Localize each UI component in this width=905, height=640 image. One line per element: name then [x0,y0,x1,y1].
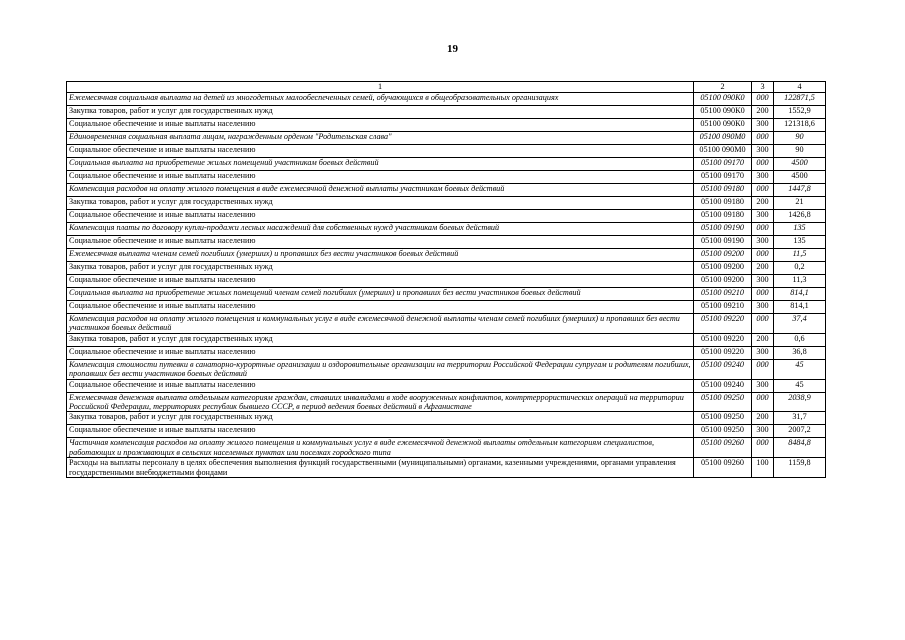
row-expense-type: 000 [752,223,774,236]
row-amount: 2038,9 [774,392,826,412]
row-amount: 90 [774,145,826,158]
row-expense-type: 000 [752,93,774,106]
table-row [67,333,826,346]
row-name: Социальное обеспечение и иные выплаты населению [67,275,694,288]
row-expense-type: 200 [752,106,774,119]
table-row [67,236,826,249]
row-expense-type: 100 [752,458,774,478]
row-name: Частичная компенсация расходов на оплату жилого помещения и коммунальных услуг в виде ежемесячной денежной выплаты отдельным категориям специалистов, работающих и проживающих в сельских населенных пунктах или поселках городского типа [67,438,694,458]
row-expense-type: 000 [752,184,774,197]
table-row [67,106,826,119]
header-col-2: 2 [694,82,752,93]
row-code: 05100 09260 [694,458,752,478]
row-name: Закупка товаров, работ и услуг для государственных нужд [67,106,694,119]
table-row [67,458,826,478]
row-name: Компенсация стоимости путевки в санаторно-курортные организации и оздоровительные организации на территории Российской Федерации супругам и родителям погибших, пропавших без вести участников боевых действий [67,359,694,379]
row-expense-type: 300 [752,119,774,132]
row-amount: 122871,5 [774,93,826,106]
row-code: 05100 09200 [694,275,752,288]
row-expense-type: 000 [752,249,774,262]
table-row [67,359,826,379]
row-name: Социальное обеспечение и иные выплаты населению [67,171,694,184]
row-code: 05100 09170 [694,158,752,171]
row-name: Социальное обеспечение и иные выплаты населению [67,119,694,132]
row-amount: 0,2 [774,262,826,275]
row-code: 05100 09220 [694,346,752,359]
row-name: Ежемесячная денежная выплата отдельным категориям граждан, ставших инвалидами в ходе вооруженных конфликтов, контртеррористических операций на территории Российской Федерации, территориях республик бывшего СССР, в период ведения боевых действий в Афганистане [67,392,694,412]
row-code: 05100 09190 [694,236,752,249]
row-code: 05100 09260 [694,438,752,458]
row-expense-type: 300 [752,236,774,249]
row-name: Социальное обеспечение и иные выплаты населению [67,301,694,314]
row-code: 05100 09220 [694,314,752,334]
row-amount: 814,1 [774,288,826,301]
table-row [67,158,826,171]
table-row [67,288,826,301]
row-name: Социальное обеспечение и иные выплаты населению [67,145,694,158]
row-expense-type: 000 [752,314,774,334]
table-row [67,275,826,288]
table-row [67,392,826,412]
table-row [67,119,826,132]
row-expense-type: 000 [752,392,774,412]
table-body [67,93,826,478]
table-row [67,171,826,184]
row-amount: 11,3 [774,275,826,288]
row-expense-type: 300 [752,425,774,438]
row-amount: 1447,8 [774,184,826,197]
row-expense-type: 300 [752,171,774,184]
row-expense-type: 300 [752,379,774,392]
table-row [67,412,826,425]
table-row [67,145,826,158]
row-name: Социальное обеспечение и иные выплаты населению [67,425,694,438]
row-name: Закупка товаров, работ и услуг для государственных нужд [67,197,694,210]
row-name: Социальная выплата на приобретение жилых помещений членам семей погибших (умерших) и пропавших без вести участников боевых действий [67,288,694,301]
row-code: 05100 09200 [694,249,752,262]
table-row [67,197,826,210]
row-code: 05100 090К0 [694,106,752,119]
row-code: 05100 09240 [694,379,752,392]
header-col-4: 4 [774,82,826,93]
row-amount: 8484,8 [774,438,826,458]
table-row [67,210,826,223]
table-row [67,132,826,145]
budget-table [66,81,826,478]
row-name: Компенсация платы по договору купли-продажи лесных насаждений для собственных нужд участникам боевых действий [67,223,694,236]
row-expense-type: 000 [752,438,774,458]
row-amount: 1159,8 [774,458,826,478]
row-name: Единовременная социальная выплата лицам, награжденным орденом "Родительская слава" [67,132,694,145]
row-expense-type: 300 [752,275,774,288]
row-name: Социальное обеспечение и иные выплаты населению [67,346,694,359]
row-expense-type: 200 [752,412,774,425]
row-amount: 37,4 [774,314,826,334]
row-amount: 0,6 [774,333,826,346]
header-col-3: 3 [752,82,774,93]
table-row [67,223,826,236]
table-row [67,438,826,458]
row-name: Закупка товаров, работ и услуг для государственных нужд [67,333,694,346]
table-row [67,184,826,197]
row-code: 05100 09250 [694,412,752,425]
row-name: Социальное обеспечение и иные выплаты населению [67,379,694,392]
row-name: Закупка товаров, работ и услуг для государственных нужд [67,262,694,275]
row-expense-type: 000 [752,132,774,145]
row-code: 05100 09180 [694,184,752,197]
row-name: Ежемесячная выплата членам семей погибших (умерших) и пропавших без вести участников боевых действий [67,249,694,262]
row-name: Социальная выплата на приобретение жилых помещений участникам боевых действий [67,158,694,171]
row-name: Социальное обеспечение и иные выплаты населению [67,236,694,249]
row-amount: 814,1 [774,301,826,314]
row-code: 05100 09180 [694,210,752,223]
row-code: 05100 09180 [694,197,752,210]
row-amount: 1552,9 [774,106,826,119]
header-col-1: 1 [67,82,694,93]
row-amount: 45 [774,359,826,379]
row-code: 05100 090К0 [694,93,752,106]
row-amount: 121318,6 [774,119,826,132]
table-row [67,425,826,438]
row-amount: 4500 [774,158,826,171]
row-amount: 36,8 [774,346,826,359]
row-code: 05100 09210 [694,301,752,314]
row-expense-type: 000 [752,359,774,379]
row-amount: 135 [774,236,826,249]
row-amount: 1426,8 [774,210,826,223]
row-amount: 90 [774,132,826,145]
row-code: 05100 090К0 [694,119,752,132]
row-code: 05100 09190 [694,223,752,236]
table-row [67,262,826,275]
row-amount: 21 [774,197,826,210]
row-amount: 11,5 [774,249,826,262]
row-expense-type: 000 [752,158,774,171]
row-expense-type: 300 [752,145,774,158]
row-code: 05100 090М0 [694,145,752,158]
row-amount: 4500 [774,171,826,184]
row-expense-type: 200 [752,197,774,210]
row-code: 05100 09250 [694,425,752,438]
row-amount: 2007,2 [774,425,826,438]
row-code: 05100 09220 [694,333,752,346]
table-header-row [67,82,826,93]
table-row [67,93,826,106]
table-row [67,301,826,314]
row-expense-type: 300 [752,346,774,359]
row-name: Закупка товаров, работ и услуг для государственных нужд [67,412,694,425]
row-code: 05100 09170 [694,171,752,184]
row-name: Компенсация расходов на оплату жилого помещения в виде ежемесячной денежной выплаты участникам боевых действий [67,184,694,197]
row-code: 05100 09240 [694,359,752,379]
row-expense-type: 300 [752,301,774,314]
row-name: Социальное обеспечение и иные выплаты населению [67,210,694,223]
row-code: 05100 09250 [694,392,752,412]
table-row [67,249,826,262]
page-number: 19 [447,43,458,55]
row-expense-type: 300 [752,210,774,223]
table-row [67,379,826,392]
row-amount: 31,7 [774,412,826,425]
table-row [67,314,826,334]
row-amount: 45 [774,379,826,392]
row-code: 05100 09210 [694,288,752,301]
row-code: 05100 09200 [694,262,752,275]
row-name: Расходы на выплаты персоналу в целях обеспечения выполнения функций государственными (муниципальными) органами, казенными учреждениями, органами управления государственными внебюджетными фондами [67,458,694,478]
row-expense-type: 200 [752,333,774,346]
table-row [67,346,826,359]
row-code: 05100 090М0 [694,132,752,145]
row-name: Компенсация расходов на оплату жилого помещения и коммунальных услуг в виде ежемесячной денежной выплаты членам семей погибших (умерших) и пропавших без вести участников боевых действий [67,314,694,334]
row-expense-type: 200 [752,262,774,275]
row-amount: 135 [774,223,826,236]
row-name: Ежемесячная социальная выплата на детей из многодетных малообеспеченных семей, обучающихся в общеобразовательных организациях [67,93,694,106]
row-expense-type: 000 [752,288,774,301]
